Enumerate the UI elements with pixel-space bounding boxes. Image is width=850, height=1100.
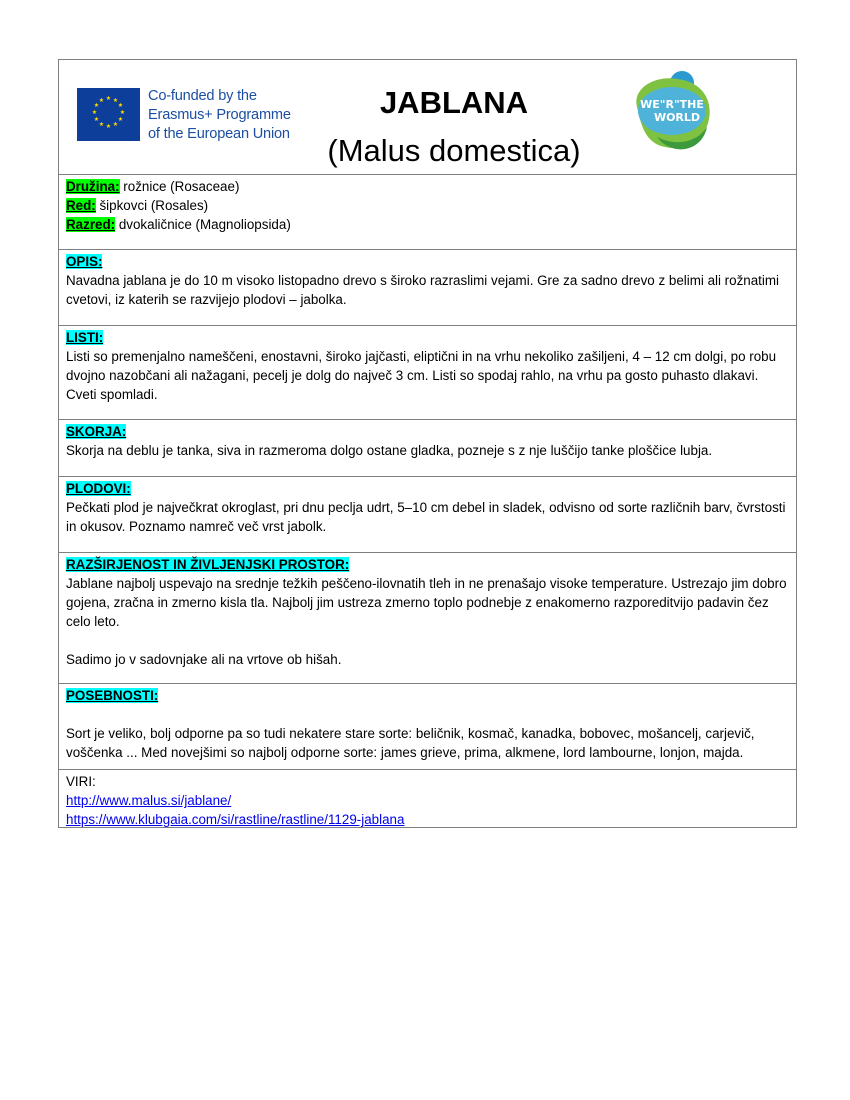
section-text: Navadna jablana je do 10 m visoko listopadno drevo s široko razraslimi vejami. Gre za sadno drevo z belimi ali rožnatimi cvetovi, iz katerih se razvijejo plodovi – jabolka. <box>66 273 780 307</box>
eu-flag-icon <box>77 88 140 141</box>
section-posebnosti <box>59 683 796 769</box>
class-line <box>66 215 790 234</box>
svg-text:★: ★ <box>105 96 112 102</box>
section-heading: POSEBNOSTI: <box>66 688 159 703</box>
class-value: dvokaličnice (Magnoliopsida) <box>115 217 291 232</box>
logo-text-line: WE"R"THE <box>640 98 704 111</box>
section-listi <box>59 325 796 419</box>
taxonomy-row <box>59 174 796 249</box>
svg-text:★: ★ <box>117 117 124 123</box>
svg-text:★: ★ <box>93 103 100 109</box>
family-label: Družina: <box>66 179 120 194</box>
svg-text:★: ★ <box>119 110 126 116</box>
svg-text:★: ★ <box>117 103 124 109</box>
page-title: JABLANA <box>379 85 529 120</box>
section-heading: SKORJA: <box>66 424 127 439</box>
section-skorja <box>59 419 796 476</box>
source-link[interactable]: http://www.malus.si/jablane/ <box>66 793 232 808</box>
eu-text-line: Erasmus+ Programme <box>148 107 291 123</box>
svg-text:★: ★ <box>93 117 100 123</box>
section-text: Listi so premenjalno nameščeni, enostavni, široko jajčasti, eliptični in na vrhu nekoliko zašiljeni, 4 – 12 cm dolgi, po robu dvojno nazobčani ali nažagani, pecelj je dolg do največ 3 cm. Listi so spodaj rahlo, na vrhu pa gosto puhasto dlakavi. Cveti spomladi. <box>66 349 777 402</box>
order-value: šipkovci (Rosales) <box>95 198 209 213</box>
family-line <box>66 177 790 196</box>
section-plodovi <box>59 476 796 552</box>
eu-text-line: of the European Union <box>148 126 290 142</box>
section-viri <box>59 769 796 827</box>
species-sheet <box>58 59 797 828</box>
eu-text-line: Co-funded by the <box>148 88 257 104</box>
logo-text-line: WORLD <box>653 111 701 124</box>
svg-text:★: ★ <box>91 110 98 116</box>
source-link[interactable]: https://www.klubgaia.com/si/rastline/rastline/1129-jablana <box>66 812 405 827</box>
section-razsirjenost <box>59 552 796 683</box>
section-heading: LISTI: <box>66 330 104 345</box>
header-row <box>59 60 796 174</box>
section-text: Sort je veliko, bolj odporne pa so tudi nekatere stare sorte: beličnik, kosmač, kanadka, bobovec, mošancelj, carjevič, voščenka ... Med novejšimi so najbolj odporne sorte: james grieve, prima, alkmene, lord lambourne, lonjon, majda. <box>66 726 755 760</box>
section-text: Jablane najbolj uspevajo na srednje težkih peščeno-ilovnatih tleh in ne prenašajo visoke temperature. Ustrezajo jim dobro gojena, zračna in zmerno kisla tla. Najbolj jim ustreza zmerno toplo podnebje z enakomerno razporeditvijo padavin čez celo leto. <box>66 576 787 629</box>
section-heading: RAZŠIRJENOST IN ŽIVLJENJSKI PROSTOR: <box>66 557 350 572</box>
svg-text:★: ★ <box>98 98 105 104</box>
section-text: Skorja na deblu je tanka, siva in razmeroma dolgo ostane gladka, pozneje s z nje luščijo tanke ploščice lubja. <box>66 443 713 458</box>
eu-funding-text <box>148 87 298 144</box>
section-text: Pečkati plod je največkrat okroglast, pri dnu peclja udrt, 5–10 cm debel in sladek, odvisno od sorte različnih barv, čvrstosti in okusov. Poznamo namreč več vrst jabolk. <box>66 500 786 534</box>
were-the-world-logo-icon <box>627 67 717 157</box>
section-heading: OPIS: <box>66 254 103 269</box>
svg-text:★: ★ <box>112 98 119 104</box>
family-value: rožnice (Rosaceae) <box>119 179 240 194</box>
section-opis <box>59 249 796 325</box>
svg-text:★: ★ <box>105 124 112 130</box>
svg-text:★: ★ <box>112 122 119 128</box>
page-subtitle: (Malus domestica) <box>327 133 581 168</box>
class-label: Razred: <box>66 217 116 232</box>
sources-heading: VIRI: <box>66 774 96 789</box>
svg-text:★: ★ <box>98 122 105 128</box>
section-text-2: Sadimo jo v sadovnjake ali na vrtove ob hišah. <box>66 652 342 667</box>
section-heading: PLODOVI: <box>66 481 131 496</box>
order-line <box>66 196 790 215</box>
order-label: Red: <box>66 198 96 213</box>
